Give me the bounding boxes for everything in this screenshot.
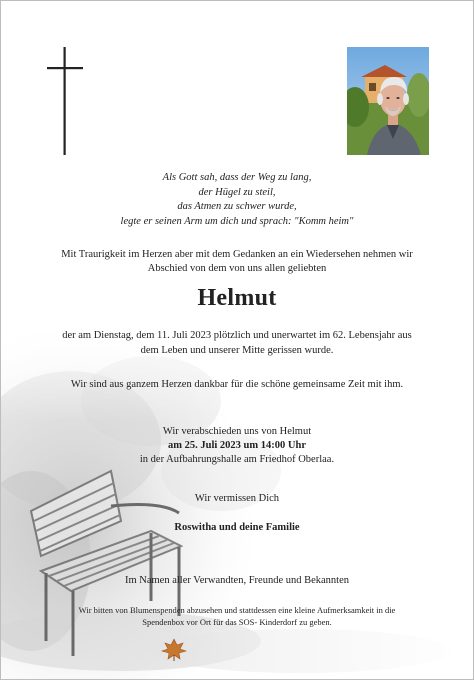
passing-text [31,329,443,358]
donation-line: Spendenbox vor Ort für das SOS- Kinderdorf zu geben. [142,617,332,627]
passing-line: dem Leben und unserer Mitte gerissen wurde. [140,344,334,356]
farewell-intro: Wir verabschieden uns von Helmut [162,426,312,437]
farewell-location: in der Aufbahrungshalle am Friedhof Oberlaa. [139,454,335,465]
intro-line: Mit Traurigkeit im Herzen aber mit dem Gedanken an ein Wiedersehen nehmen wir [61,249,413,260]
relatives-text: Im Namen aller Verwandten, Freunde und Bekannten [124,575,350,586]
poem-line: Als Gott sah, dass der Weg zu lang, [162,172,312,183]
miss-text: Wir vermissen Dich [194,493,280,504]
farewell-date-time: am 25. Juli 2023 um 14:00 Uhr [168,440,306,451]
family-signature: Roswitha und deine Familie [174,522,300,533]
poem [1,171,473,229]
autumn-leaf-icon [161,637,187,661]
donation-note [41,604,433,628]
thanks-text: Wir sind aus ganzem Herzen dankbar für die schöne gemeinsame Zeit mit ihm. [70,379,404,390]
passing-line: der am Dienstag, dem 11. Juli 2023 plötzlich und unerwartet im 62. Lebensjahr aus [62,330,412,341]
intro-line: Abschied von dem von uns allen geliebten [147,263,327,274]
cross-icon [47,47,83,155]
farewell-details [1,425,473,467]
poem-line: legte er seinen Arm um dich und sprach: "Komm heim" [120,215,354,227]
poem-line: der Hügel zu steil, [198,186,276,198]
poem-line: das Atmen zu schwer wurde, [177,201,297,212]
deceased-name: Helmut [197,285,277,311]
portrait-photo [347,47,429,155]
donation-line: Wir bitten von Blumenspenden abzusehen und stattdessen eine kleine Aufmerksamkeit in die [78,605,396,615]
intro-text [41,248,433,276]
